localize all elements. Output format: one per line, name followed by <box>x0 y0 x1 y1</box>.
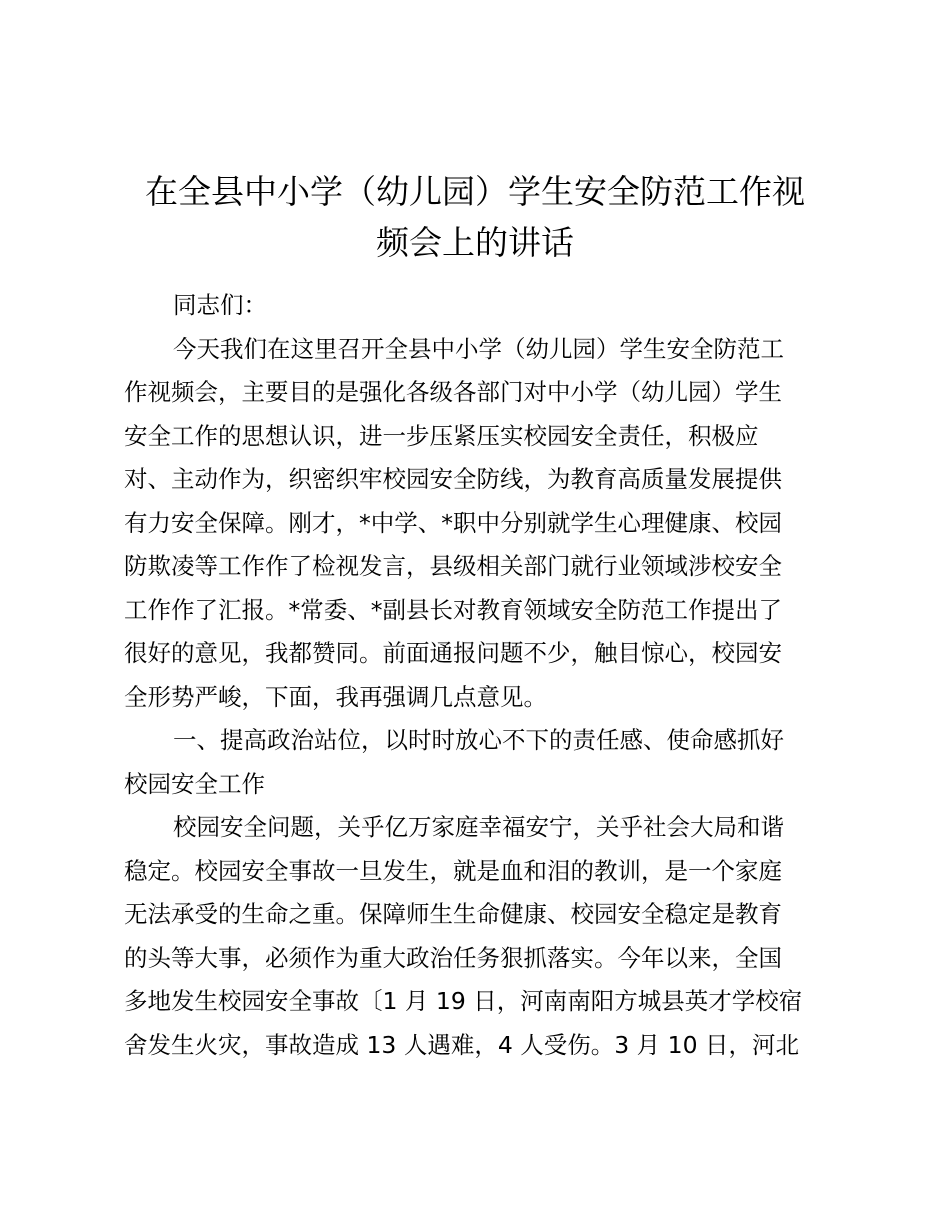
paragraph-line: 校园安全问题，关乎亿万家庭幸福安宁，关乎社会大局和谐 <box>173 813 784 841</box>
title-line-2: 频会上的讲话 <box>376 223 574 262</box>
section-heading-line: 校园安全工作 <box>124 769 265 798</box>
paragraph-line: 很好的意见，我都赞同。前面通报问题不少，触目惊心，校园安 <box>124 639 782 667</box>
document-body <box>124 284 844 1067</box>
paragraph-line: 作视频会，主要目的是强化各级各部门对中小学（幼儿园）学生 <box>124 378 782 406</box>
paragraph-line: 对、主动作为，织密织牢校园安全防线，为教育高质量发展提供 <box>124 465 782 493</box>
paragraph-line: 稳定。校园安全事故一旦发生，就是血和泪的教训，是一个家庭 <box>124 856 782 885</box>
paragraph-line: 工作作了汇报。*常委、*副县长对教育领域安全防范工作提出了 <box>124 595 782 624</box>
title-line-1: 在全县中小学（幼儿园）学生安全防范工作视 <box>145 172 805 211</box>
paragraph-line: 今天我们在这里召开全县中小学（幼儿园）学生安全防范工 <box>173 334 784 363</box>
paragraph-line: 的头等大事，必须作为重大政治任务狠抓落实。今年以来，全国 <box>124 943 782 972</box>
paragraph-line: 无法承受的生命之重。保障师生生命健康、校园安全稳定是教育 <box>124 900 782 928</box>
paragraph-line: 全形势严峻，下面，我再强调几点意见。 <box>124 682 547 711</box>
salutation: 同志们： <box>173 291 267 319</box>
paragraph-line: 防欺凌等工作作了检视发言，县级相关部门就行业领域涉校安全 <box>124 552 782 580</box>
paragraph-line: 安全工作的思想认识，进一步压紧压实校园安全责任，积极应 <box>124 421 759 450</box>
paragraph-line: 舍发生火灾，事故造成 13 人遇难，4 人受伤。3 月 10 日，河北 <box>124 1030 800 1059</box>
paragraph-line: 有力安全保障。刚才，*中学、*职中分别就学生心理健康、校园 <box>124 508 782 537</box>
paragraph-line: 多地发生校园安全事故〔1 月 19 日，河南南阳方城县英才学校宿 <box>124 987 803 1015</box>
section-heading-line: 一、提高政治站位，以时时放心不下的责任感、使命感抓好 <box>173 726 784 754</box>
document-title <box>110 166 840 268</box>
